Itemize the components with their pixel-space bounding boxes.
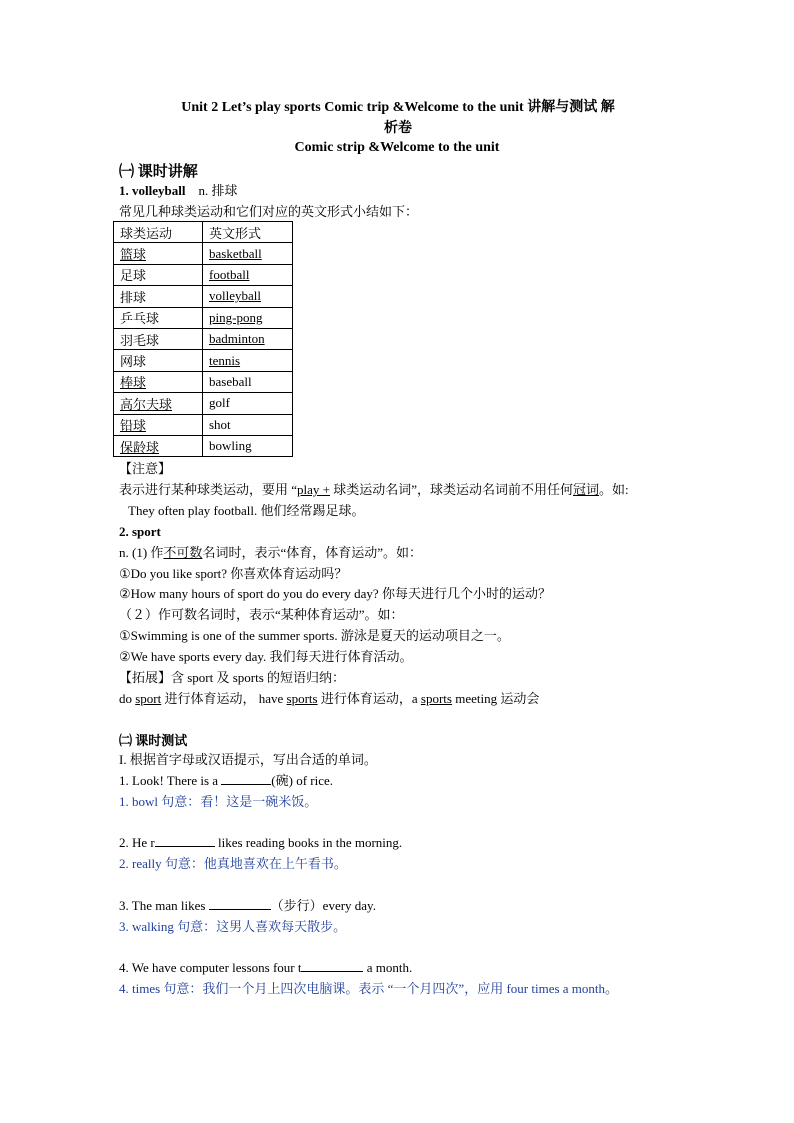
- table-row: [114, 371, 293, 392]
- answer-blank: [221, 772, 271, 785]
- answer-1: 1. bowl 句意：看！这是一碗米饭。: [119, 794, 318, 809]
- question-2: 2. He r likes reading books in the morning.: [119, 835, 403, 850]
- sports-table: [113, 221, 293, 457]
- answer-blank: [155, 834, 215, 847]
- table-header-row: [114, 222, 293, 243]
- vocab-volleyball: [119, 182, 237, 199]
- table-cell-english: ping-pong: [203, 307, 293, 328]
- table-cell-english: badminton: [203, 328, 293, 349]
- vocab-sport: 2. sport: [119, 524, 161, 539]
- table-cell-sport: 网球: [114, 350, 203, 371]
- table-cell-english: basketball: [203, 243, 293, 264]
- table-intro: 常见几种球类运动和它们对应的英文形式小结如下：: [119, 204, 419, 219]
- table-cell-english: baseball: [203, 371, 293, 392]
- table-header-cell: 球类运动: [114, 222, 203, 243]
- phrase-list: do sport 进行体育运动， have sports 进行体育运动，a sports meeting 运动会: [119, 691, 540, 706]
- answer-blank: [301, 959, 363, 972]
- title-line-1: Unit 2 Let’s play sports Comic trip &Welcome to the unit 讲解与测试 解: [181, 100, 615, 115]
- table-cell-sport: 羽毛球: [114, 328, 203, 349]
- table-cell-english: golf: [203, 393, 293, 414]
- table-row: [114, 286, 293, 307]
- sport-example-2: ②How many hours of sport do you do every day? 你每天进行几个小时的运动？: [119, 586, 551, 601]
- answer-blank: [209, 897, 271, 910]
- section-heading-lecture: ㈠ 课时讲解: [119, 164, 198, 180]
- question-4: 4. We have computer lessons four t a month.: [119, 960, 413, 975]
- table-row: [114, 307, 293, 328]
- table-cell-english: volleyball: [203, 286, 293, 307]
- sport-example-1: ①Do you like sport? 你喜欢体育运动吗？: [119, 566, 348, 581]
- table-cell-sport: 排球: [114, 286, 203, 307]
- table-row: [114, 435, 293, 456]
- test-instruction: I. 根据首字母或汉语提示，写出合适的单词。: [119, 752, 377, 767]
- table-cell-sport: 篮球: [114, 243, 203, 264]
- table-row: [114, 328, 293, 349]
- section-heading-test: ㈡ 课时测试: [119, 733, 188, 748]
- table-row: [114, 393, 293, 414]
- answer-4: 4. times 句意：我们一个月上四次电脑课。表示 “一个月四次”，应用 four times a month。: [119, 981, 619, 996]
- note-example: They often play football. 他们经常踢足球。: [128, 503, 365, 518]
- table-cell-english: football: [203, 264, 293, 285]
- table-cell-english: bowling: [203, 435, 293, 456]
- sport-example-4: ②We have sports every day. 我们每天进行体育活动。: [119, 649, 413, 664]
- table-cell-english: shot: [203, 414, 293, 435]
- sport-example-3: ①Swimming is one of the summer sports. 游泳是夏天的运动项目之一。: [119, 628, 510, 643]
- answer-2: 2. really 句意：他真地喜欢在上午看书。: [119, 856, 347, 871]
- sport-usage-1: n. (1) 作不可数名词时，表示“体育，体育运动”。如：: [119, 545, 422, 560]
- page-subtitle: Comic strip &Welcome to the unit: [294, 140, 500, 155]
- question-1: 1. Look! There is a (碗) of rice.: [119, 773, 334, 788]
- vocab-word: 1. volleyball: [119, 183, 186, 198]
- note-label: 【注意】: [119, 461, 172, 476]
- table-cell-sport: 保龄球: [114, 435, 203, 456]
- table-cell-sport: 足球: [114, 264, 203, 285]
- title-line-2: 析卷: [384, 121, 412, 136]
- table-row: [114, 414, 293, 435]
- table-header-cell: 英文形式: [203, 222, 293, 243]
- table-cell-english: tennis: [203, 350, 293, 371]
- table-row: [114, 264, 293, 285]
- question-3: 3. The man likes （步行）every day.: [119, 898, 376, 913]
- expand-heading: 【拓展】含 sport 及 sports 的短语归纳：: [119, 670, 346, 685]
- table-row: [114, 350, 293, 371]
- page-title: [118, 97, 678, 139]
- note-text: 表示进行某种球类运动，要用 “play + 球类运动名词”，球类运动名词前不用任何冠词。如:: [119, 482, 629, 497]
- table-cell-sport: 棒球: [114, 371, 203, 392]
- table-cell-sport: 高尔夫球: [114, 393, 203, 414]
- sport-usage-2: （２）作可数名词时，表示“某种体育运动”。如：: [119, 607, 404, 622]
- table-cell-sport: 乒乓球: [114, 307, 203, 328]
- table-row: [114, 243, 293, 264]
- answer-3: 3. walking 句意：这男人喜欢每天散步。: [119, 919, 347, 934]
- vocab-definition: n. 排球: [198, 183, 238, 198]
- table-cell-sport: 铅球: [114, 414, 203, 435]
